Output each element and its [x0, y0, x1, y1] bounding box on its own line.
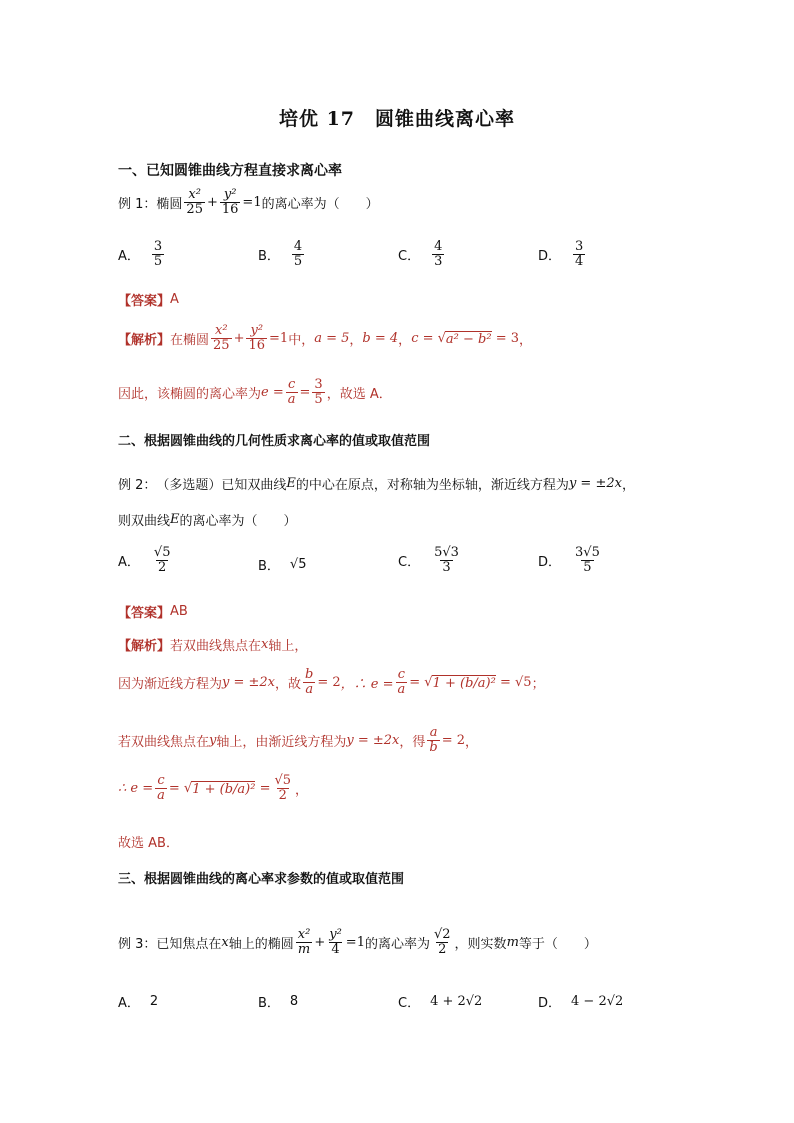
answer-line: 【答案】 AB	[118, 604, 188, 621]
fraction: $\frac{\text{x²}}{25}$	[186, 187, 203, 218]
page-title: 培优 17 圆锥曲线离心率	[278, 108, 516, 130]
option-d[interactable]: D． $\frac{3}{4}$	[538, 239, 584, 270]
solution-line-2: 因此，该椭圆的离心率为 e = $\frac{c}{a}$ = $\frac{3}{5}$ ，故选 A．	[118, 377, 392, 408]
answer-line: 【答案】 A	[118, 292, 179, 309]
example-label: 例 1：	[118, 197, 157, 213]
option-a[interactable]: A． 2	[118, 994, 159, 1011]
example-1-question: 例 1： 椭圆 $\frac{\text{x²}}{25}$ + $\frac{\text{y²}}{16}$ =1 的离心率为（ ）	[118, 187, 379, 218]
example-2-question: 例 2： （多选题）已知双曲线 E 的中心在原点，对称轴为坐标轴，渐近线方程为 y = ±2x ，	[118, 476, 635, 493]
option-b[interactable]: B． $\frac{4}{5}$	[258, 239, 303, 270]
example-2-question-line-2: 则双曲线 E 的离心率为（ ）	[118, 512, 297, 529]
option-d[interactable]: D． 4 − 2√2	[538, 994, 624, 1011]
answer-value: AB	[170, 604, 188, 619]
option-a[interactable]: A． $\frac{√5}{2}$	[118, 545, 171, 576]
final-answer-line: 故选 AB．	[118, 836, 179, 851]
solution-line: 【解析】 在椭圆 $\frac{\text{x²}}{25}$ + $\frac{\text{y²}}{16}$ =1 中， a = 5 ， b = 4 ， c = √ a² − b² = 3 ，	[118, 323, 533, 354]
option-c[interactable]: C． $\frac{5√3}{3}$	[398, 545, 459, 576]
solution-line-2: 因为渐近线方程为 y = ±2x ，故 $\frac{b}{a}$ = 2 ，∴ e = $\frac{c}{a}$ = √ 1 + (b/a)² = √5 ；	[118, 667, 545, 698]
answer-value: A	[170, 292, 179, 307]
section-heading-2: 二、根据圆锥曲线的几何性质求离心率的值或取值范围	[118, 434, 431, 449]
example-3-question: 例 3： 已知焦点在 x 轴上的椭圆 $\frac{\text{x²}}{m}$ + $\frac{\text{y²}}{4}$ =1 的离心率为 $\frac{√2}{2}$ ，则实数 m 等于（ ）	[118, 927, 597, 958]
option-b[interactable]: B． √5	[258, 557, 307, 574]
section-heading-3: 三、根据圆锥曲线的离心率求参数的值或取值范围	[118, 872, 405, 887]
option-c[interactable]: C． $\frac{4}{3}$	[398, 239, 443, 270]
solution-line-4: ∴ e = $\frac{c}{a}$ = √ 1 + (b/a)² = $\frac{√5}{2}$ ，	[118, 773, 309, 804]
option-b[interactable]: B． 8	[258, 994, 299, 1011]
option-a[interactable]: A． $\frac{3}{5}$	[118, 239, 163, 270]
solution-line: 【解析】 若双曲线焦点在 x 轴上，	[118, 637, 308, 654]
fraction: $\frac{\text{y²}}{16}$	[221, 187, 239, 218]
section-heading-1: 一、已知圆锥曲线方程直接求离心率	[118, 163, 342, 179]
option-c[interactable]: C． 4 + 2√2	[398, 994, 483, 1011]
solution-line-3: 若双曲线焦点在 y 轴上，由渐近线方程为 y = ±2x ，得 $\frac{a}{b}$ = 2 ，	[118, 725, 479, 756]
option-d[interactable]: D． $\frac{3√5}{5}$	[538, 545, 600, 576]
question-text: 椭圆	[156, 197, 183, 213]
question-text: 的离心率为（ ）	[261, 197, 379, 213]
